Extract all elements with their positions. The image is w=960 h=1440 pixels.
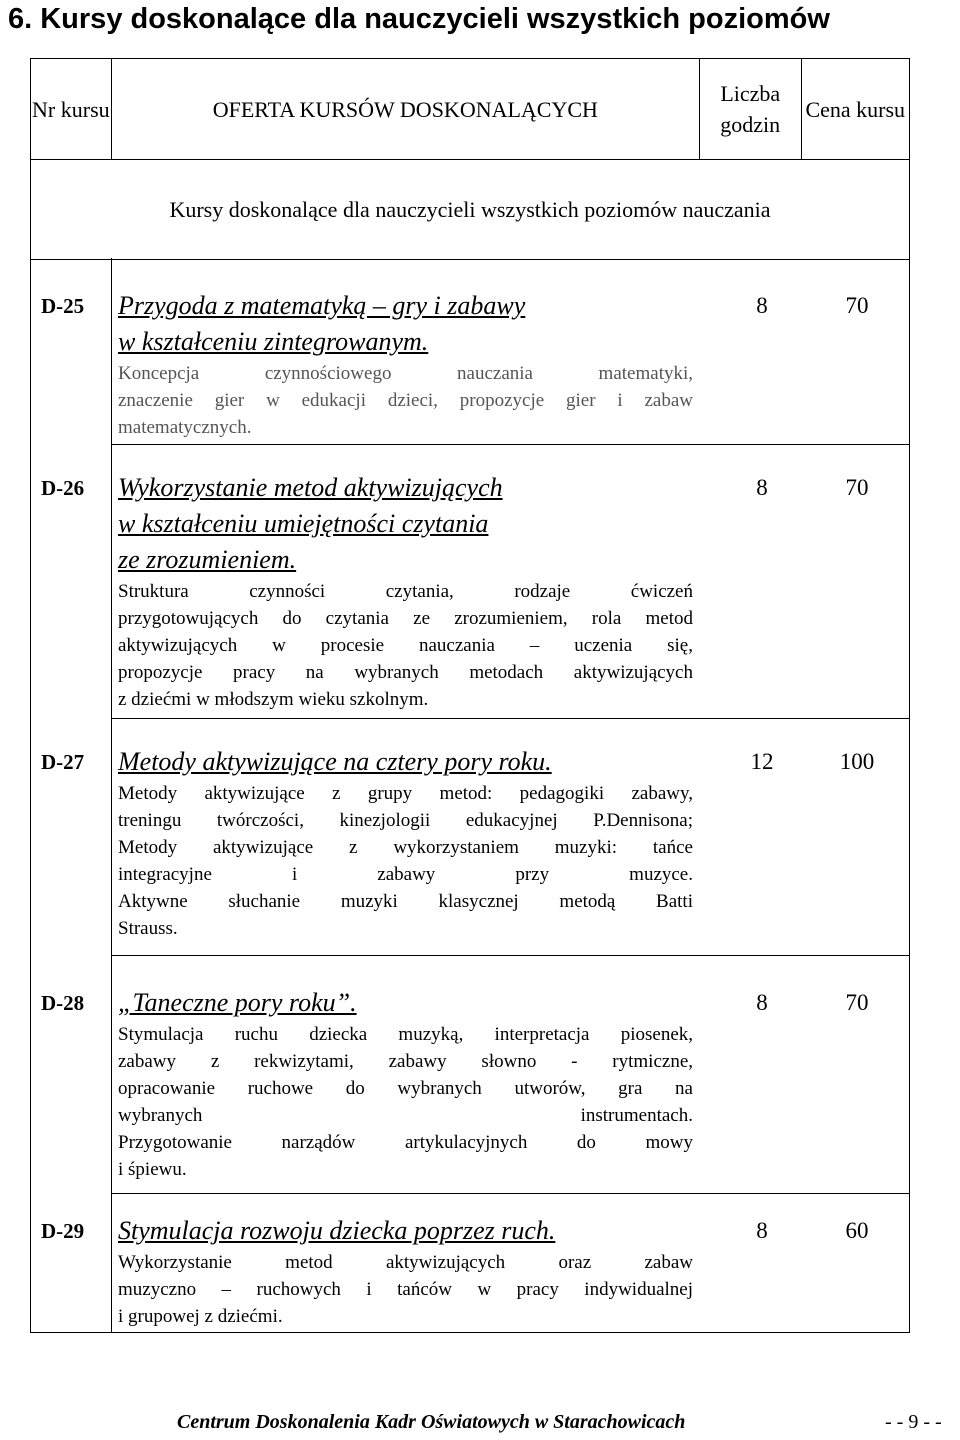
course-description — [118, 578, 693, 713]
course-description — [118, 1249, 693, 1330]
page-heading: 6. Kursy doskonalące dla nauczycieli wszystkich poziomów — [8, 3, 830, 35]
course-description-line: Stymulacja ruchu dziecka muzyką, interpretacja piosenek, — [118, 1024, 693, 1045]
course-description-line: wybranych instrumentach. — [118, 1105, 693, 1126]
course-description-line: matematycznych. — [118, 417, 252, 438]
course-description-line: treningu twórczości, kinezjologii edukacyjnej P.Dennisona; — [118, 810, 693, 831]
course-description-line: przygotowujących do czytania ze zrozumieniem, rola metod — [118, 608, 693, 629]
course-description — [118, 780, 693, 942]
course-description-line: Metody aktywizujące z wykorzystaniem muzyki: tańce — [118, 837, 693, 858]
course-description-line: Aktywne słuchanie muzyki klasycznej metodą Batti — [118, 891, 693, 912]
course-description-line: aktywizujących w procesie nauczania – uczenia się, — [118, 635, 693, 656]
course-title — [118, 470, 693, 578]
course-title-line: Stymulacja rozwoju dziecka poprzez ruch. — [118, 1216, 556, 1245]
course-description-line: znaczenie gier w edukacji dzieci, propozycje gier i zabaw — [118, 390, 693, 411]
column-divider — [111, 258, 112, 1332]
column-header-course-number: Nr kursu — [31, 59, 112, 160]
course-code: D-26 — [41, 476, 85, 500]
course-description-line: zabawy z rekwizytami, zabawy słowno - rytmiczne, — [118, 1051, 693, 1072]
column-header-price: Cena kursu — [801, 59, 909, 160]
row-divider — [111, 1193, 909, 1194]
course-hours: 8 — [756, 1218, 768, 1243]
course-description-line: i śpiewu. — [118, 1159, 187, 1180]
course-title — [118, 288, 693, 360]
course-description-line: muzyczno – ruchowych i tańców w pracy indywidualnej — [118, 1279, 693, 1300]
course-description-line: Koncepcja czynnościowego nauczania matematyki, — [118, 363, 693, 384]
course-hours: 8 — [756, 990, 768, 1015]
course-content — [118, 470, 693, 713]
course-title-line: „Taneczne pory roku”. — [118, 988, 357, 1017]
course-price: 60 — [845, 1218, 869, 1243]
section-title: Kursy doskonalące dla nauczycieli wszystkich poziomów nauczania — [31, 160, 910, 260]
course-content — [118, 985, 693, 1183]
course-description-line: propozycje pracy na wybranych metodach aktywizujących — [118, 662, 693, 683]
course-price: 70 — [845, 293, 869, 318]
row-divider — [111, 718, 909, 719]
row-divider — [111, 444, 909, 445]
course-description-line: Wykorzystanie metod aktywizujących oraz zabaw — [118, 1252, 693, 1273]
row-divider — [111, 955, 909, 956]
course-title-line: w kształceniu umiejętności czytania — [118, 509, 489, 538]
course-description-line: z dziećmi w młodszym wieku szkolnym. — [118, 689, 429, 710]
course-description-line: i grupowej z dziećmi. — [118, 1306, 283, 1327]
course-title — [118, 744, 693, 780]
course-description — [118, 1021, 693, 1183]
course-title — [118, 1213, 693, 1249]
course-hours: 8 — [756, 475, 768, 500]
course-title-line: ze zrozumieniem. — [118, 545, 297, 574]
course-title-line: w kształceniu zintegrowanym. — [118, 327, 429, 356]
course-description-line: opracowanie ruchowe do wybranych utworów, gra na — [118, 1078, 693, 1099]
column-header-hours: Liczba godzin — [699, 59, 801, 160]
course-title — [118, 985, 693, 1021]
course-title-line: Przygoda z matematyką – gry i zabawy — [118, 291, 526, 320]
column-header-offer: OFERTA KURSÓW DOSKONALĄCYCH — [111, 59, 699, 160]
course-table-header — [30, 58, 910, 260]
course-description — [118, 360, 693, 441]
course-price: 70 — [845, 475, 869, 500]
course-content — [118, 288, 693, 441]
course-description-line: Metody aktywizujące z grupy metod: pedagogiki zabawy, — [118, 783, 693, 804]
course-code: D-28 — [41, 991, 85, 1015]
course-title-line: Metody aktywizujące na cztery pory roku. — [118, 747, 552, 776]
course-hours: 12 — [750, 749, 774, 774]
course-description-line: Struktura czynności czytania, rodzaje ćwiczeń — [118, 581, 693, 602]
course-content — [118, 744, 693, 942]
course-hours: 8 — [756, 293, 768, 318]
course-description-line: integracyjne i zabawy przy muzyce. — [118, 864, 693, 885]
course-code: D-29 — [41, 1219, 85, 1243]
course-table-body — [30, 258, 910, 1333]
course-description-line: Strauss. — [118, 918, 178, 939]
course-content — [118, 1213, 693, 1330]
course-code: D-27 — [41, 750, 85, 774]
course-price: 70 — [845, 990, 869, 1015]
footer-institution: Centrum Doskonalenia Kadr Oświatowych w Starachowicach — [177, 1411, 686, 1433]
course-code: D-25 — [41, 294, 85, 318]
course-title-line: Wykorzystanie metod aktywizujących — [118, 473, 503, 502]
footer-page-number: - - 9 - - — [885, 1411, 942, 1433]
course-price: 100 — [839, 749, 875, 774]
course-description-line: Przygotowanie narządów artykulacyjnych do mowy — [118, 1132, 693, 1153]
